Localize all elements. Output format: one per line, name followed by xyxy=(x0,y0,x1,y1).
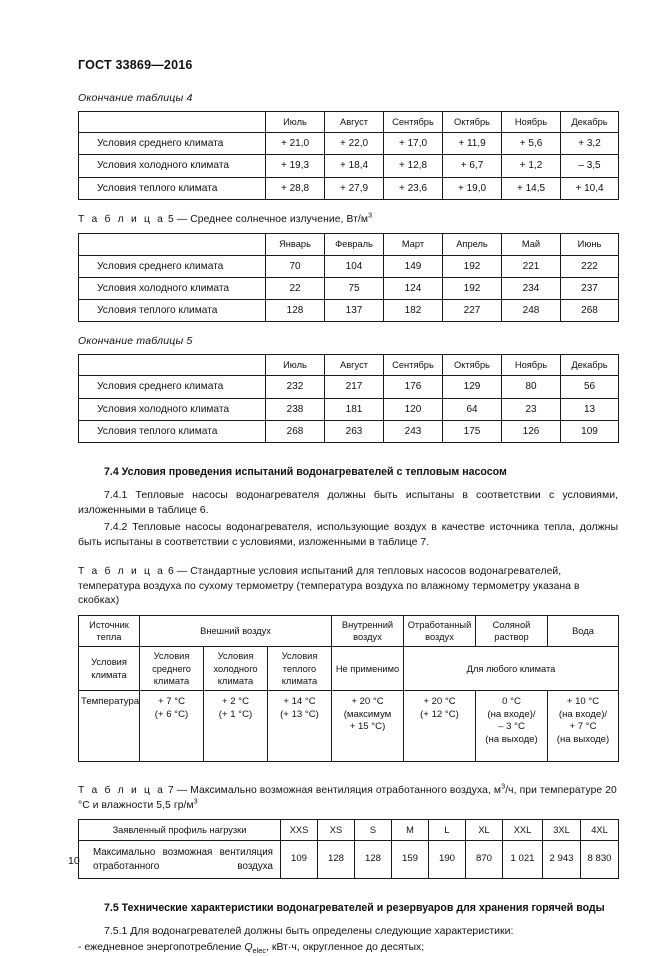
table-4-head xyxy=(79,112,619,133)
table-row xyxy=(79,615,619,647)
spacer xyxy=(78,551,618,565)
table-row xyxy=(79,300,619,322)
table5-cell: 124 xyxy=(384,277,443,299)
section-75-symbol-q: Q xyxy=(244,941,253,954)
table5-cell: 192 xyxy=(443,255,502,277)
table5-header-february: Февраль xyxy=(325,234,384,255)
table6-caption-text: — Стандартные условия испытаний для тепловых насосов водонагревателей, температура воздуха по сухому термометру (температура воздуха по влажному термометру указана в скобках) xyxy=(78,566,580,607)
table5c-cell: 56 xyxy=(561,376,619,398)
spacer xyxy=(78,775,618,784)
table5-header-january: Январь xyxy=(266,234,325,255)
table4-cell: + 23,6 xyxy=(384,177,443,199)
table6-cell-warm: + 14 °C (+ 13 °C) xyxy=(268,691,332,762)
section-74-paragraph-1: 7.4.1 Тепловые насосы водонагревателя должны быть испытаны в соответствии с условиями, изложенными в таблице 6. xyxy=(78,489,618,517)
table6-header-source: Источник тепла xyxy=(79,615,140,647)
table7-cell: 190 xyxy=(429,841,466,878)
table7-cell: 128 xyxy=(318,841,355,878)
table4-cell: + 27,9 xyxy=(325,177,384,199)
table5c-header-december: Декабрь xyxy=(561,355,619,376)
table4-header-october: Октябрь xyxy=(443,112,502,133)
table4-row-label: Условия среднего климата xyxy=(79,133,266,155)
table7-header-profile-xxl: XXL xyxy=(503,820,543,841)
table6-cell-inside: + 20 °C (максимум + 15 °C) xyxy=(332,691,404,762)
table6-row-label-temperature: Температура xyxy=(79,691,140,762)
table6-cell-water: + 10 °C (на входе)/ + 7 °C (на выходе) xyxy=(548,691,619,762)
table6-caption-word: Т а б л и ц а xyxy=(78,566,166,577)
table4-cell: + 22,0 xyxy=(325,133,384,155)
table5-cell: 104 xyxy=(325,255,384,277)
table5-cell: 268 xyxy=(561,300,619,322)
table5c-cell: 120 xyxy=(384,398,443,420)
table-row xyxy=(79,647,619,691)
table7-header-profile-xs: XS xyxy=(318,820,355,841)
table5-continuation-caption: Окончание таблицы 5 xyxy=(78,335,193,348)
table-4-body xyxy=(79,133,619,200)
table7-cell: 870 xyxy=(466,841,503,878)
table5-cell: 149 xyxy=(384,255,443,277)
table5c-header-october: Октябрь xyxy=(443,355,502,376)
table5-cell: 237 xyxy=(561,277,619,299)
page-content xyxy=(78,92,618,956)
table7-cell: 8 830 xyxy=(581,841,619,878)
table5-caption xyxy=(78,210,618,228)
section-75-p2-after: , кВт·ч, округленное до десятых; xyxy=(266,941,425,954)
table5-row-label: Условия теплого климата xyxy=(79,300,266,322)
table5-caption-superscript: 3 xyxy=(368,210,373,220)
table5-cell: 192 xyxy=(443,277,502,299)
table5c-row-label: Условия холодного климата xyxy=(79,398,266,420)
table6-cell-brine: 0 °C (на входе)/ – 3 °C (на выходе) xyxy=(476,691,548,762)
table7-header-profile-xl: XL xyxy=(466,820,503,841)
table-5-continuation-head xyxy=(79,355,619,376)
table-4-continuation xyxy=(78,111,619,200)
table-row xyxy=(79,255,619,277)
table5-caption-text: — Среднее солнечное излучение, Вт/м xyxy=(176,213,369,225)
table7-caption-number: 7 xyxy=(168,785,174,797)
table4-header-blank xyxy=(79,112,266,133)
table4-cell: + 3,2 xyxy=(561,133,619,155)
table5-cell: 128 xyxy=(266,300,325,322)
table4-cell: + 19,3 xyxy=(266,155,325,177)
table5c-cell: 181 xyxy=(325,398,384,420)
table-6-body xyxy=(79,691,619,762)
table5c-header-july: Июль xyxy=(266,355,325,376)
table4-cell: + 17,0 xyxy=(384,133,443,155)
table-row xyxy=(79,133,619,155)
table7-cell: 159 xyxy=(392,841,429,878)
table-row xyxy=(79,177,619,199)
table7-header-profile-4xl: 4XL xyxy=(581,820,619,841)
table-row xyxy=(79,376,619,398)
table5-caption-number: 5 xyxy=(168,213,174,225)
table5c-cell: 64 xyxy=(443,398,502,420)
table5-cell: 234 xyxy=(502,277,561,299)
table6-subheader-warm-climate: Условия теплого климата xyxy=(268,647,332,691)
table5c-cell: 109 xyxy=(561,420,619,442)
table5-header-march: Март xyxy=(384,234,443,255)
table-6-head xyxy=(79,615,619,690)
table-5-continuation xyxy=(78,354,619,443)
table7-cell: 128 xyxy=(355,841,392,878)
table5c-cell: 23 xyxy=(502,398,561,420)
table5-header-may: Май xyxy=(502,234,561,255)
section-75-subscript-elec: elec xyxy=(252,946,267,956)
section-74-heading: 7.4 Условия проведения испытаний водонагревателей с тепловым насосом xyxy=(104,466,507,479)
table5c-cell: 263 xyxy=(325,420,384,442)
table5c-cell: 243 xyxy=(384,420,443,442)
table5c-cell: 268 xyxy=(266,420,325,442)
table5c-cell: 176 xyxy=(384,376,443,398)
table7-cell: 1 021 xyxy=(503,841,543,878)
table4-cell: + 28,8 xyxy=(266,177,325,199)
page-number: 10 xyxy=(68,855,80,867)
table6-subheader-cold-climate: Условия холодного климата xyxy=(204,647,268,691)
table7-header-profile-m: M xyxy=(392,820,429,841)
table5-header-blank xyxy=(79,234,266,255)
table-row xyxy=(79,234,619,255)
table7-header-profile-s: S xyxy=(355,820,392,841)
table-7-body xyxy=(79,841,619,878)
table7-cell: 2 943 xyxy=(543,841,581,878)
table4-cell: + 6,7 xyxy=(443,155,502,177)
table7-caption-part2: /ч, при температуре 20 °C и влажности 5,5 гр/м xyxy=(78,785,617,811)
table6-subheader-any-climate: Для любого климата xyxy=(404,647,619,691)
table5-header-april: Апрель xyxy=(443,234,502,255)
table5c-row-label: Условия теплого климата xyxy=(79,420,266,442)
table4-cell: – 3,5 xyxy=(561,155,619,177)
table4-header-november: Ноябрь xyxy=(502,112,561,133)
table4-cell: + 18,4 xyxy=(325,155,384,177)
table-row xyxy=(79,691,619,762)
table4-continuation-caption: Окончание таблицы 4 xyxy=(78,92,193,104)
table5c-header-november: Ноябрь xyxy=(502,355,561,376)
table7-header-profile-xxs: XXS xyxy=(281,820,318,841)
section-75-paragraph-1: 7.5.1 Для водонагревателей должны быть определены следующие характеристики: xyxy=(104,924,514,937)
table-7-head xyxy=(79,820,619,841)
table5c-header-september: Сентябрь xyxy=(384,355,443,376)
table-row xyxy=(79,112,619,133)
table6-header-brine: Соляной раствор xyxy=(476,615,548,647)
table-row xyxy=(79,841,619,878)
section-75-paragraph-2 xyxy=(78,940,618,955)
table5-cell: 182 xyxy=(384,300,443,322)
table-7 xyxy=(78,819,619,879)
table-row xyxy=(79,355,619,376)
table6-cell-average: + 7 °C (+ 6 °C) xyxy=(140,691,204,762)
table6-cell-cold: + 2 °C (+ 1 °C) xyxy=(204,691,268,762)
table5c-header-blank xyxy=(79,355,266,376)
table4-cell: + 19,0 xyxy=(443,177,502,199)
table6-caption xyxy=(78,565,618,609)
table-row xyxy=(79,820,619,841)
table4-cell: + 5,6 xyxy=(502,133,561,155)
table4-cell: + 12,8 xyxy=(384,155,443,177)
table4-row-label: Условия холодного климата xyxy=(79,155,266,177)
table5-cell: 248 xyxy=(502,300,561,322)
table6-cell-exhaust: + 20 °C (+ 12 °C) xyxy=(404,691,476,762)
table5-caption-word: Т а б л и ц а xyxy=(78,213,166,225)
spacer xyxy=(78,456,618,465)
table5-header-june: Июнь xyxy=(561,234,619,255)
table5-row-label: Условия среднего климата xyxy=(79,255,266,277)
table-row xyxy=(79,420,619,442)
table7-caption xyxy=(78,781,618,813)
section-74-paragraph-2: 7.4.2 Тепловые насосы водонагревателя, использующие воздух в качестве источника тепла, должны быть испытаны в соответствии с условиями, изложенными в таблице 7. xyxy=(78,520,618,548)
table7-header-load-profile: Заявленный профиль нагрузки xyxy=(79,820,281,841)
table7-caption-word: Т а б л и ц а xyxy=(78,785,166,797)
table5-cell: 22 xyxy=(266,277,325,299)
table5c-header-august: Август xyxy=(325,355,384,376)
table4-cell: + 11,9 xyxy=(443,133,502,155)
table6-subheader-not-applicable: Не применимо xyxy=(332,647,404,691)
table5-cell: 137 xyxy=(325,300,384,322)
table-6 xyxy=(78,615,619,762)
table6-header-inside-air: Внутренний воздух xyxy=(332,615,404,647)
table-row xyxy=(79,155,619,177)
table6-caption-number: 6 xyxy=(168,566,174,577)
table5-cell: 75 xyxy=(325,277,384,299)
table6-subheader-average-climate: Условия среднего климата xyxy=(140,647,204,691)
table7-caption-superscript-2: 3 xyxy=(193,796,198,806)
table5-cell: 222 xyxy=(561,255,619,277)
table4-header-september: Сентябрь xyxy=(384,112,443,133)
table4-row-label: Условия теплого климата xyxy=(79,177,266,199)
table5-cell: 221 xyxy=(502,255,561,277)
table5c-cell: 238 xyxy=(266,398,325,420)
table4-cell: + 1,2 xyxy=(502,155,561,177)
table5c-cell: 232 xyxy=(266,376,325,398)
spacer xyxy=(78,892,618,901)
table-5-continuation-body xyxy=(79,376,619,443)
table5c-cell: 80 xyxy=(502,376,561,398)
table4-cell: + 14,5 xyxy=(502,177,561,199)
table5-cell: 70 xyxy=(266,255,325,277)
table6-subheader-climate: Условия климата xyxy=(79,647,140,691)
table-5-head xyxy=(79,234,619,255)
table5c-row-label: Условия среднего климата xyxy=(79,376,266,398)
table5c-cell: 217 xyxy=(325,376,384,398)
table4-header-august: Август xyxy=(325,112,384,133)
section-75-heading: 7.5 Технические характеристики водонагревателей и резервуаров для хранения горячей воды xyxy=(104,901,605,914)
standard-identifier: ГОСТ 33869—2016 xyxy=(78,58,193,72)
table4-cell: + 21,0 xyxy=(266,133,325,155)
table6-header-water: Вода xyxy=(548,615,619,647)
table4-header-december: Декабрь xyxy=(561,112,619,133)
table-5 xyxy=(78,233,619,322)
table7-cell: 109 xyxy=(281,841,318,878)
table4-header-july: Июль xyxy=(266,112,325,133)
table7-caption-part1: — Максимально возможная вентиляция отработанного воздуха, м xyxy=(176,785,502,797)
table5-row-label: Условия холодного климата xyxy=(79,277,266,299)
table5-cell: 227 xyxy=(443,300,502,322)
table4-cell: + 10,4 xyxy=(561,177,619,199)
table7-row-label: Максимально возможная вентиляция отработанного воздуха xyxy=(79,841,281,878)
table-row xyxy=(79,398,619,420)
table-5-body xyxy=(79,255,619,322)
table-row xyxy=(79,277,619,299)
table7-caption-superscript-1: 3 xyxy=(501,781,506,791)
section-75-p2-before: - ежедневное энергопотребление xyxy=(78,941,245,954)
table6-header-exhaust-air: Отработанный воздух xyxy=(404,615,476,647)
table7-header-profile-l: L xyxy=(429,820,466,841)
table5c-cell: 13 xyxy=(561,398,619,420)
table5c-cell: 175 xyxy=(443,420,502,442)
table5c-cell: 126 xyxy=(502,420,561,442)
table5c-cell: 129 xyxy=(443,376,502,398)
table7-header-profile-3xl: 3XL xyxy=(543,820,581,841)
table6-header-outside-air: Внешний воздух xyxy=(140,615,332,647)
